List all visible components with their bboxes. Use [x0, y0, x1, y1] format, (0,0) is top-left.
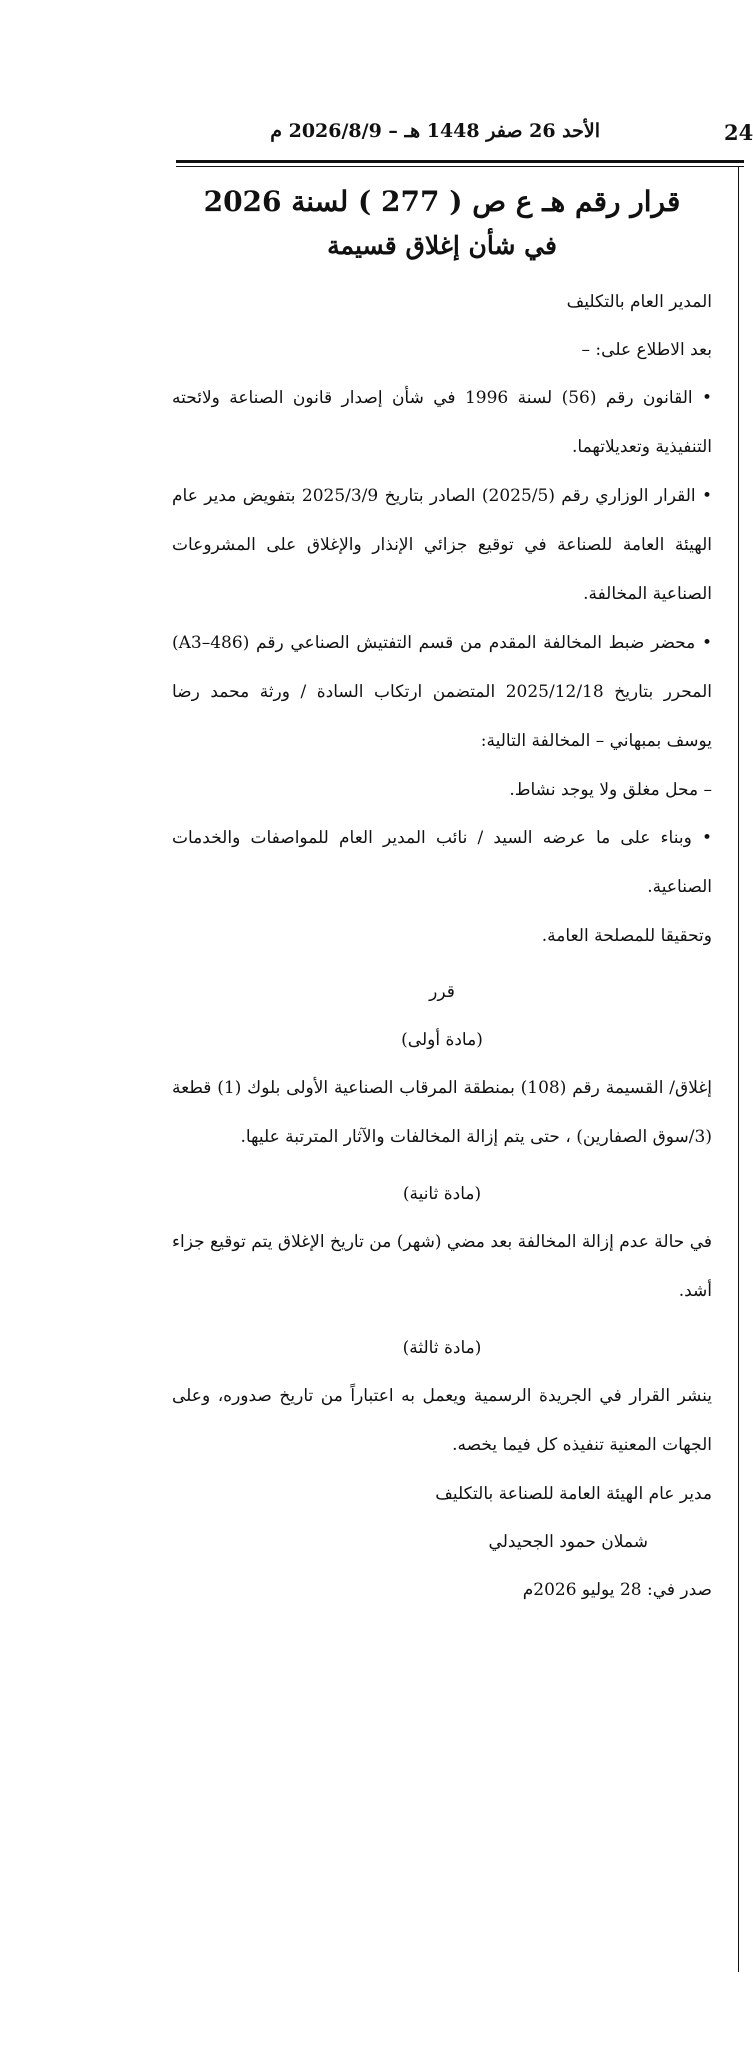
header-rule-thick: [176, 160, 744, 163]
decision-body: [172, 180, 712, 1614]
article-2-text: في حالة عدم إزالة المخالفة بعد مضي (شهر) من تاريخ الإغلاق يتم توقيع جزاء أشد.: [172, 1232, 712, 1301]
signature-name: شملان حمود الجحيدلي: [488, 1532, 648, 1552]
after-review-line: بعد الاطلاع على: –: [581, 340, 712, 360]
recital-law: • القانون رقم (56) لسنة 1996 في شأن إصدار قانون الصناعة ولائحته التنفيذية وتعديلاتهما.: [172, 388, 713, 457]
article-1-heading: (مادة أولى): [401, 1030, 483, 1050]
recital-public-interest: وتحقيقا للمصلحة العامة.: [541, 926, 712, 946]
issued-date: صدر في: 28 يوليو 2026م: [522, 1580, 712, 1600]
decision-subtitle: في شأن إغلاق قسيمة: [327, 231, 557, 260]
article-3-text: ينشر القرار في الجريدة الرسمية ويعمل به اعتباراً من تاريخ صدوره، وعلى الجهات المعنية تنفيذه كل فيما يخصه.: [172, 1386, 712, 1455]
issuer-line: المدير العام بالتكليف: [566, 292, 712, 312]
decided-heading: قرر: [429, 982, 455, 1002]
recital-proposal: • وبناء على ما عرضه السيد / نائب المدير العام للمواصفات والخدمات الصناعية.: [172, 828, 712, 897]
decision-title: قرار رقم هـ ع ص ( 277 ) لسنة 2026: [203, 185, 681, 218]
header-date: الأحد 26 صفر 1448 هـ – 2026/8/9 م: [270, 120, 600, 142]
article-2-heading: (مادة ثانية): [402, 1184, 482, 1204]
column-rule: [738, 167, 739, 1972]
recital-violation-detail: – محل مغلق ولا يوجد نشاط.: [509, 780, 712, 800]
recital-violation-report: • محضر ضبط المخالفة المقدم من قسم التفتيش الصناعي رقم (A3–486) المحرر بتاريخ 2025/12/18 المتضمن ارتكاب السادة / ورثة محمد رضا يوسف بمبهاني – المخالفة التالية:: [172, 633, 712, 751]
article-3-heading: (مادة ثالثة): [402, 1338, 482, 1358]
signature-title: مدير عام الهيئة العامة للصناعة بالتكليف: [435, 1484, 712, 1504]
header-rule-thin: [176, 166, 744, 167]
page-header: [0, 120, 753, 160]
article-1-text: إغلاق/ القسيمة رقم (108) بمنطقة المرقاب الصناعية الأولى بلوك (1) قطعة (3/سوق الصفارين) ، حتى يتم إزالة المخالفات والآثار المترتبة عليها.: [172, 1078, 712, 1147]
page-number: 24: [724, 120, 753, 145]
recital-ministerial-decision: • القرار الوزاري رقم (2025/5) الصادر بتاريخ 2025/3/9 بتفويض مدير عام الهيئة العامة للصناعة في توقيع جزائي الإنذار والإغلاق على المشروعات الصناعية المخالفة.: [172, 486, 712, 604]
